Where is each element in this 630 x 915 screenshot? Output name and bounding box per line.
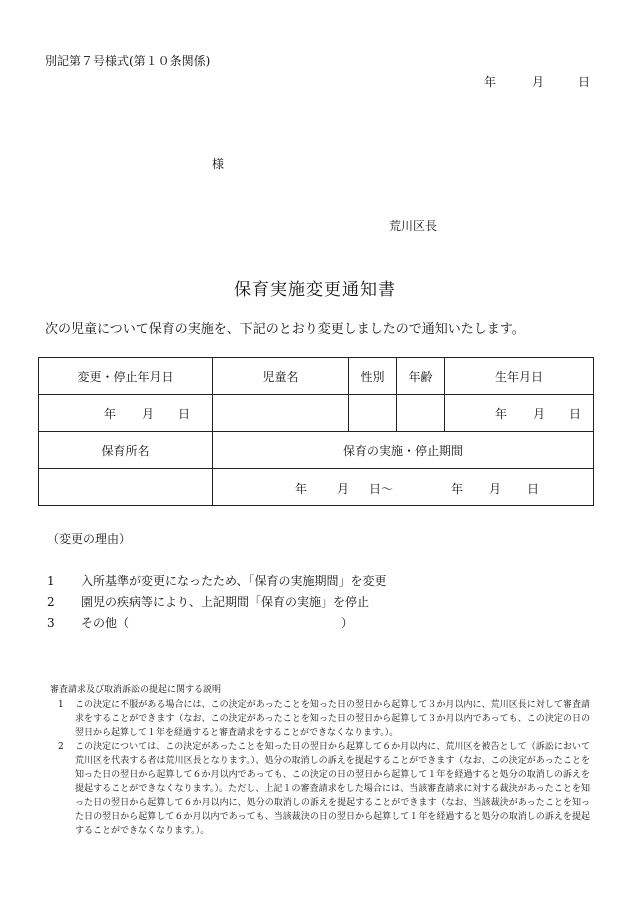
header-month-label: 月 bbox=[532, 75, 545, 89]
list-item bbox=[47, 591, 387, 612]
table-row bbox=[39, 395, 594, 432]
child-name-cell[interactable] bbox=[213, 395, 349, 432]
appeal-notes bbox=[50, 683, 590, 838]
birth-date-header: 生年月日 bbox=[445, 358, 594, 395]
notice-table bbox=[38, 357, 594, 506]
reason-text: 入所基準が変更になったため、「保育の実施期間」を変更 bbox=[81, 574, 387, 588]
birth-day-label: 日 bbox=[568, 406, 581, 421]
notes-heading: 審査請求及び取消訴訟の提起に関する説明 bbox=[50, 685, 222, 695]
reason-number: 1 bbox=[47, 573, 55, 588]
change-date-cell[interactable] bbox=[39, 395, 213, 432]
age-header: 年齢 bbox=[397, 358, 445, 395]
note-number: 2 bbox=[58, 742, 64, 752]
list-item bbox=[50, 698, 590, 740]
sender-name: 荒川区長 bbox=[389, 219, 438, 233]
reason-number: 3 bbox=[47, 615, 55, 630]
header-day-label: 日 bbox=[578, 75, 591, 89]
change-date-header: 変更・停止年月日 bbox=[39, 358, 213, 395]
period-header: 保育の実施・停止期間 bbox=[213, 432, 594, 469]
from-month-label: 月 bbox=[337, 482, 350, 496]
from-year-label: 年 bbox=[295, 482, 308, 496]
change-day-label: 日 bbox=[177, 406, 190, 421]
age-cell[interactable] bbox=[397, 395, 445, 432]
to-month-label: 月 bbox=[489, 482, 502, 496]
note-text: この決定に不服がある場合には、この決定があったことを知った日の翌日から起算して３か月以内に、荒川区長に対して審査請求をすることができます（なお、この決定があったことを知った日の翌日から起算して３か月以内であっても、この決定の日の翌日から起算して１年を経過すると審査請求をすることができなくなります。）。 bbox=[75, 700, 590, 738]
table-header-row bbox=[39, 358, 594, 395]
reason-close-paren: ） bbox=[341, 616, 354, 630]
list-item bbox=[50, 740, 590, 838]
list-item bbox=[47, 570, 387, 591]
period-cell[interactable] bbox=[213, 469, 594, 506]
document-title: 保育実施変更通知書 bbox=[234, 280, 396, 300]
reason-text: 園児の疾病等により、上記期間「保育の実施」を停止 bbox=[81, 595, 370, 609]
to-day-label: 日 bbox=[527, 482, 540, 496]
reason-header: （変更の理由） bbox=[47, 532, 132, 546]
gender-header: 性別 bbox=[349, 358, 397, 395]
form-number: 別記第７号様式(第１０条関係) bbox=[45, 54, 211, 68]
to-year-label: 年 bbox=[451, 482, 464, 496]
change-month-label: 月 bbox=[141, 406, 154, 421]
reason-text: その他（ bbox=[81, 616, 130, 630]
addressee-suffix: 様 bbox=[212, 157, 225, 171]
facility-cell[interactable] bbox=[39, 469, 213, 506]
child-name-header: 児童名 bbox=[213, 358, 349, 395]
table-header-row-2 bbox=[39, 432, 594, 469]
note-text: この決定については、この決定があったことを知った日の翌日から起算して６か月以内に、荒川区を被告として（訴訟において荒川区を代表する者は荒川区長となります。）、処分の取消しの訴えを提起することができます（なお、この決定があったことを知った日の翌日から起算して６か月以内であっても、この決定の日の翌日から起算して１年を経過すると処分の取消しの訴えを提起することができなくなります。）。ただし、上記１の審査請求をした場合には、当該審査請求に対する裁決があったことを知った日の翌日から起算して６か月以内に、処分の取消しの訴えを提起することができます（なお、当該裁決があったことを知った日の翌日から起算して６か月以内であっても、当該裁決の日の翌日から起算して１年を経過すると処分の取消しの訴えを提起することができなくなります。）。 bbox=[75, 742, 590, 836]
from-day-label: 日〜 bbox=[369, 482, 394, 496]
facility-header: 保育所名 bbox=[39, 432, 213, 469]
reason-number: 2 bbox=[47, 594, 55, 609]
birth-month-label: 月 bbox=[532, 406, 545, 421]
header-year-label: 年 bbox=[484, 75, 497, 89]
list-item bbox=[47, 612, 387, 633]
reason-list bbox=[47, 570, 387, 633]
gender-cell[interactable] bbox=[349, 395, 397, 432]
birth-date-cell[interactable] bbox=[445, 395, 594, 432]
table-row bbox=[39, 469, 594, 506]
change-year-label: 年 bbox=[103, 406, 116, 421]
birth-year-label: 年 bbox=[494, 406, 507, 421]
intro-text: 次の児童について保育の実施を、下記のとおり変更しましたので通知いたします。 bbox=[45, 322, 525, 337]
note-number: 1 bbox=[58, 700, 64, 710]
